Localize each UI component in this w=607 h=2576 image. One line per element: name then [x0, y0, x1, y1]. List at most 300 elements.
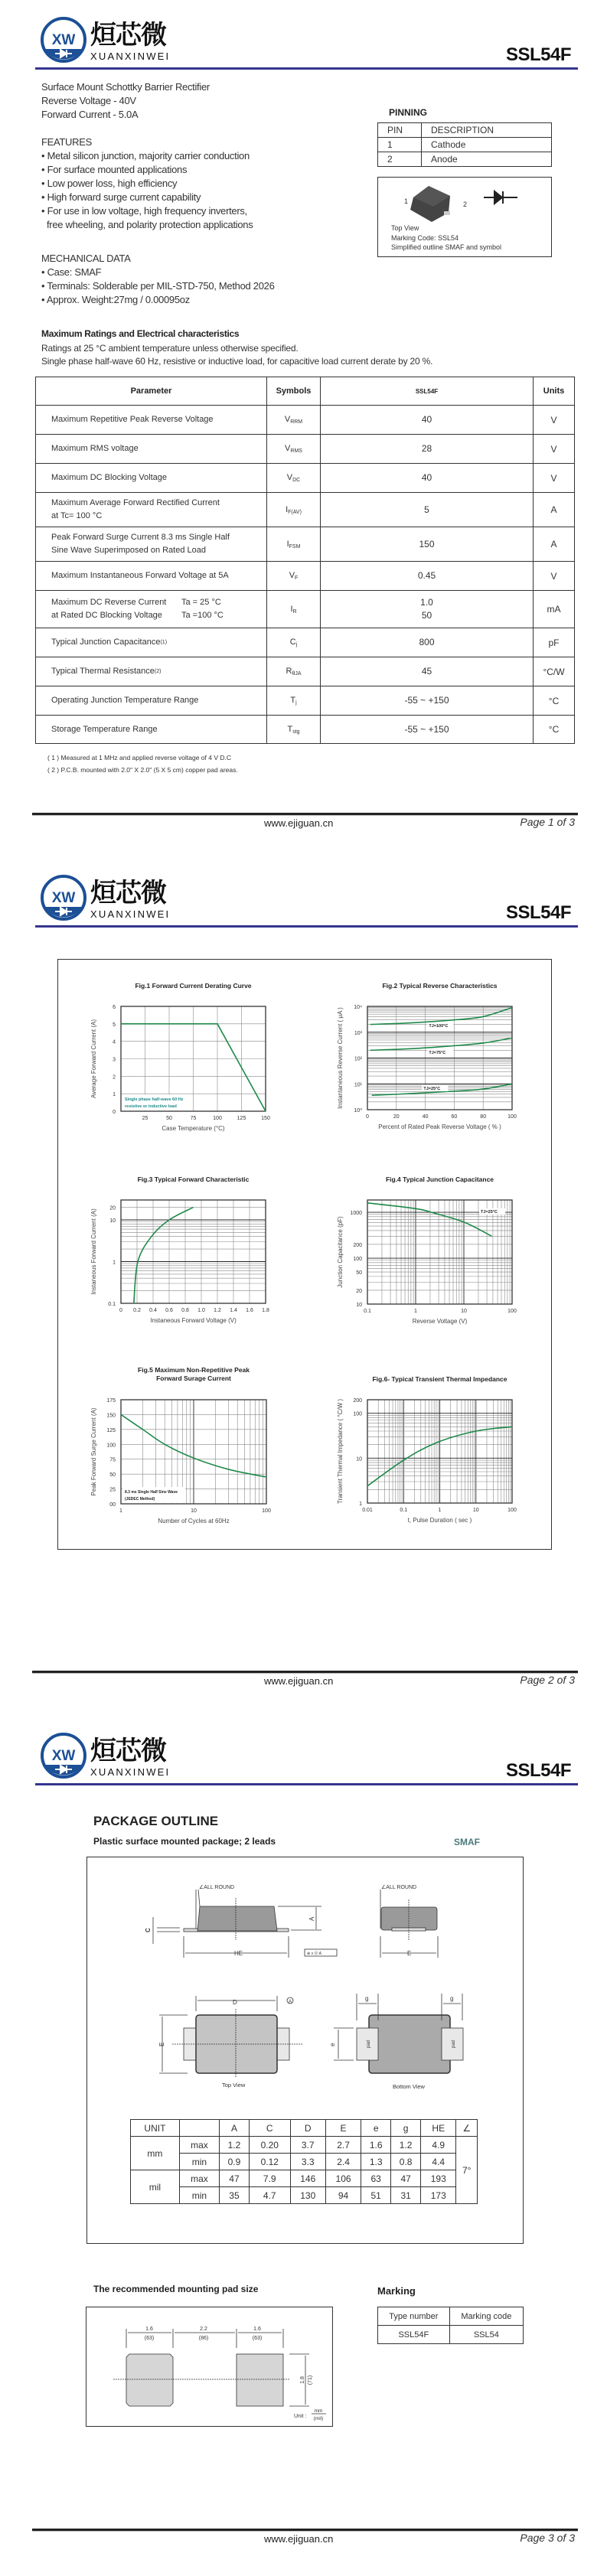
pad-dim-label: (86) — [198, 2336, 209, 2341]
part-number: SSL54F — [505, 44, 571, 65]
y-tick-label: 1 — [113, 1092, 116, 1098]
caption-line: Simplified outline SMAF and symbol — [391, 243, 502, 251]
x-tick-label: 0.6 — [165, 1308, 173, 1313]
unit-top: mm — [314, 2408, 323, 2414]
datum-label: A — [289, 2000, 292, 2004]
value-cell: 94 — [325, 2187, 361, 2204]
value-cell: 45 — [321, 657, 534, 686]
chart-title: Fig.2 Typical Reverse Characteristics — [382, 982, 498, 990]
value-cell: 3.3 — [290, 2154, 325, 2170]
value-cell: 35 — [219, 2187, 249, 2204]
x-tick-label: 1 — [119, 1508, 122, 1514]
table-row: 2 Anode — [378, 152, 552, 167]
dimensions-table — [130, 2119, 478, 2204]
y-tick-label: 20 — [109, 1205, 116, 1211]
parameter-cell: Maximum RMS voltage — [36, 435, 267, 464]
y-tick-label: 0 — [113, 1110, 116, 1115]
value-cell: 0.12 — [249, 2154, 290, 2170]
footer-rule — [32, 813, 578, 815]
feature-item: • High forward surge current capability — [41, 191, 201, 203]
unit-cell: V — [534, 464, 575, 493]
marking-title: Marking — [377, 2285, 416, 2297]
condition: Ta = 25 °C — [181, 598, 221, 607]
x-tick-label: 100 — [507, 1508, 517, 1513]
pad-dim-label: (71) — [308, 2375, 313, 2385]
parameter-cell: Peak Forward Surge Current 8.3 ms Single Half Sine Wave Superimposed on Rated Load — [36, 527, 267, 562]
x-tick-label: 0.1 — [364, 1309, 371, 1314]
table-row — [131, 2137, 478, 2154]
unit-label: Unit : — [294, 2414, 307, 2419]
x-tick-label: 100 — [507, 1309, 517, 1314]
y-tick-label: 10 — [356, 1456, 362, 1462]
package-subtitle: Plastic surface mounted package; 2 leads — [93, 1836, 276, 1847]
y-tick-label: 2 — [113, 1074, 116, 1081]
part-number: SSL54F — [505, 902, 571, 923]
chart-title: Fig.6- Typical Transient Thermal Impedance — [372, 1375, 507, 1383]
x-tick-label: 0.1 — [400, 1508, 408, 1513]
side-view-drawing — [153, 1890, 438, 1958]
table-row — [36, 527, 575, 562]
marking-table — [377, 2307, 524, 2344]
x-tick-label: 125 — [237, 1116, 246, 1121]
kind-cell: min — [179, 2187, 219, 2204]
y-tick-label: 10² — [354, 1056, 362, 1062]
table-row: 1 Cathode — [378, 138, 552, 152]
kind-cell: max — [179, 2170, 219, 2187]
svg-text:XW: XW — [51, 32, 76, 48]
footer-website[interactable]: www.ejiguan.cn — [264, 2533, 334, 2545]
value-cell: 47 — [391, 2170, 421, 2187]
x-tick-label: 25 — [142, 1116, 148, 1121]
table-row — [131, 2187, 478, 2204]
mechanical-title: MECHANICAL DATA — [41, 253, 131, 264]
parameter-cell: Maximum DC Reverse Current Ta = 25 °C at Rated DC Blocking Voltage Ta =100 °C — [36, 591, 267, 628]
y-axis-label: Junction Capacitance (pF) — [337, 1216, 344, 1288]
y-tick-label: 10¹ — [354, 1082, 362, 1088]
page-number: Page 3 of 3 — [520, 2532, 575, 2544]
unit-cell: mm — [131, 2137, 180, 2170]
characteristic-charts — [0, 858, 607, 1716]
series-label: TJ=25°C — [481, 1210, 498, 1215]
symbol-cell: $T_{stg}$ — [267, 716, 321, 744]
y-tick-label: 175 — [106, 1398, 116, 1404]
symbol-cell: $V_F$ — [267, 562, 321, 591]
y-tick-label: 10³ — [354, 1030, 362, 1036]
x-tick-label: 1 — [414, 1309, 417, 1314]
table-row — [36, 493, 575, 527]
brand-name-en: XUANXINWEI — [90, 51, 171, 62]
feature-item: free wheeling, and polarity protection applications — [47, 219, 253, 230]
brand-logo-icon — [40, 15, 87, 64]
x-tick-label: 1 — [438, 1508, 442, 1513]
value-cell: 3.7 — [290, 2137, 325, 2154]
x-tick-label: 20 — [393, 1114, 400, 1120]
pad-dim-label: (63) — [144, 2336, 155, 2341]
x-tick-label: 1.6 — [246, 1308, 253, 1313]
y-tick-label: 125 — [106, 1427, 116, 1433]
ratings-note: Single phase half-wave 60 Hz, resistive or inductive load, for capacitive load current derate by 20 %. — [41, 356, 433, 367]
y-tick-label: 50 — [109, 1472, 116, 1479]
top-view-drawing — [159, 1994, 463, 2078]
dim-label: E — [158, 2042, 165, 2046]
unit-cell: mil — [131, 2170, 180, 2204]
series-line — [370, 1008, 512, 1025]
y-tick-label: 10 — [109, 1218, 116, 1224]
svg-text:1: 1 — [404, 197, 409, 205]
chart-title: Fig.5 Maximum Non-Repetitive Peak — [138, 1366, 250, 1374]
x-tick-label: 0.4 — [149, 1308, 157, 1313]
pad-dim-label: 1.6 — [145, 2327, 153, 2332]
all-round-label: ∠ALL ROUND — [381, 1885, 417, 1890]
dim-label: g — [450, 1995, 454, 2002]
feature-item: • For surface mounted applications — [41, 164, 188, 175]
brand-name-cn: 烜芯微 — [90, 20, 166, 51]
chart-title: Forward Surage Current — [156, 1374, 231, 1382]
value-cell: 2.4 — [325, 2154, 361, 2170]
x-axis-label: Case Temperature (°C) — [162, 1125, 225, 1132]
unit-cell: pF — [534, 628, 575, 657]
x-tick-label: 0 — [119, 1308, 122, 1313]
y-axis-label: Average Forward Current (A) — [90, 1019, 97, 1098]
y-tick-label: 6 — [113, 1005, 116, 1010]
feature-item: • Metal silicon junction, majority carrier conduction — [41, 150, 250, 161]
chart-title: Fig.1 Forward Current Derating Curve — [135, 982, 252, 990]
value-cell: 0.20 — [249, 2137, 290, 2154]
x-tick-label: 1.4 — [230, 1308, 237, 1313]
mounting-title: The recommended mounting pad size — [93, 2284, 259, 2294]
parameter-cell: Operating Junction Temperature Range — [36, 686, 267, 716]
value-cell: 193 — [421, 2170, 456, 2187]
ratings-table — [35, 377, 575, 744]
table-row — [131, 2154, 478, 2170]
value-cell: 106 — [325, 2170, 361, 2187]
table-row — [131, 2170, 478, 2187]
table-row — [36, 464, 575, 493]
dim-label: D — [233, 1999, 237, 2006]
parameter-cell: Maximum Average Forward Rectified Current at Tc= 100 °C — [36, 493, 267, 527]
angle-cell: 7° — [456, 2137, 478, 2204]
intro-line: Forward Current - 5.0A — [41, 109, 139, 120]
y-tick-label: 3 — [113, 1057, 116, 1063]
x-tick-label: 1.2 — [214, 1308, 221, 1313]
value-cell: 0.45 — [321, 562, 534, 591]
table-row — [36, 686, 575, 716]
x-tick-label: 1.0 — [197, 1308, 205, 1313]
parameter-cell: Maximum Instantaneous Forward Voltage at 5A — [36, 562, 267, 591]
svg-text:XW: XW — [51, 1748, 76, 1764]
footnote: ( 1 ) Measured at 1 MHz and applied reverse voltage of 4 V D.C — [47, 754, 232, 761]
table-row — [36, 562, 575, 591]
x-tick-label: 75 — [190, 1116, 197, 1121]
value-cell: 2.7 — [325, 2137, 361, 2154]
pad-dim-label: 2.2 — [200, 2327, 207, 2332]
gdt-label: ⊕ v Ⓜ A — [307, 1952, 321, 1956]
pad-label: pad — [452, 2040, 456, 2048]
package-title: PACKAGE OUTLINE — [93, 1814, 219, 1828]
dim-label: A — [308, 1916, 315, 1921]
unit-cell: V — [534, 562, 575, 591]
unit-cell: A — [534, 493, 575, 527]
feature-item: • Low power loss, high efficiency — [41, 178, 178, 189]
table-row — [36, 406, 575, 435]
pad-label: pad — [367, 2040, 371, 2048]
value-cell: 4.4 — [421, 2154, 456, 2170]
value-cell: 4.7 — [249, 2187, 290, 2204]
unit-bottom: (mil) — [313, 2416, 324, 2421]
table-row: PIN DESCRIPTION — [378, 123, 552, 138]
header-cell: D — [290, 2120, 325, 2137]
y-axis-label: Instaneous Forward Current (A) — [90, 1208, 97, 1295]
x-tick-label: 100 — [213, 1116, 222, 1121]
header-cell: C — [249, 2120, 290, 2137]
value-cell: 28 — [321, 435, 534, 464]
table-row — [36, 628, 575, 657]
dim-label: e — [329, 2043, 336, 2046]
brand-name-en: XUANXINWEI — [90, 908, 171, 920]
y-tick-label: 10⁰ — [354, 1108, 362, 1114]
plot-area — [367, 1200, 512, 1304]
package-name: SMAF — [454, 1837, 480, 1847]
value-cell: 146 — [290, 2170, 325, 2187]
chart-title: Fig.4 Typical Junction Capacitance — [385, 1176, 494, 1183]
parameter-cell: Maximum DC Blocking Voltage — [36, 464, 267, 493]
condition: Ta =100 °C — [181, 611, 224, 620]
x-tick-label: 0.01 — [362, 1508, 373, 1513]
intro-line: Surface Mount Schottky Barrier Rectifier — [41, 81, 210, 93]
dim-label: HE — [234, 1950, 243, 1957]
value-cell: 1.3 — [361, 2154, 391, 2170]
value-cell: 51 — [361, 2187, 391, 2204]
intro-line: Reverse Voltage - 40V — [41, 95, 136, 106]
series-label: TJ=75°C — [429, 1051, 446, 1055]
y-tick-label: 200 — [353, 1398, 362, 1404]
svg-text:XW: XW — [51, 890, 76, 906]
chart-annotation: (JEDEC Method) — [125, 1497, 155, 1502]
caption-line: Top View — [391, 224, 419, 232]
table-row — [36, 435, 575, 464]
y-tick-label: 150 — [106, 1413, 116, 1419]
y-tick-label: 20 — [356, 1288, 362, 1294]
series-label: TJ=100°C — [429, 1024, 449, 1029]
x-tick-label: 10 — [191, 1508, 197, 1514]
x-axis-label: Number of Cycles at 60Hz — [158, 1518, 230, 1524]
value-cell: 4.9 — [421, 2137, 456, 2154]
table-row — [36, 657, 575, 686]
top-view-label: Top View — [222, 2082, 246, 2089]
y-tick-label: 1 — [359, 1502, 362, 1507]
dim-label: g — [365, 1995, 369, 2002]
x-tick-label: 100 — [262, 1508, 271, 1514]
unit-cell: °C — [534, 686, 575, 716]
x-tick-label: 100 — [507, 1114, 517, 1120]
symbol-cell: $R_{\theta JA}$ — [267, 657, 321, 686]
mechanical-item: • Terminals: Solderable per MIL-STD-750, Method 2026 — [41, 280, 275, 292]
header-cell: HE — [421, 2120, 456, 2137]
y-tick-label: 1000 — [350, 1211, 362, 1217]
footnote: ( 2 ) P.C.B. mounted with 2.0" X 2.0" (5 X 5 cm) copper pad areas. — [47, 766, 238, 774]
symbol-cell: $C_j$ — [267, 628, 321, 657]
x-tick-label: 0.8 — [181, 1308, 189, 1313]
x-tick-label: 0 — [366, 1114, 369, 1120]
header-cell: E — [325, 2120, 361, 2137]
x-tick-label: 150 — [261, 1116, 270, 1121]
y-tick-label: 100 — [106, 1443, 116, 1449]
chart-title: Fig.3 Typical Forward Characteristic — [137, 1176, 250, 1183]
mechanical-item: • Approx. Weight:27mg / 0.00095oz — [41, 294, 190, 305]
y-axis-label: Peak Forward Surge Current (A) — [90, 1407, 97, 1496]
symbol-cell: $V_{DC}$ — [267, 464, 321, 493]
package-image-icon — [378, 178, 551, 223]
x-tick-label: 0.2 — [133, 1308, 141, 1313]
y-tick-label: 10 — [356, 1303, 362, 1308]
footer-website[interactable]: www.ejiguan.cn — [264, 1675, 334, 1687]
value-cell: 40 — [321, 464, 534, 493]
value-cell: 31 — [391, 2187, 421, 2204]
value-cell: -55 ~ +150 — [321, 686, 534, 716]
y-tick-label: 100 — [353, 1411, 362, 1417]
y-tick-label: 25 — [109, 1487, 116, 1493]
y-tick-label: 4 — [113, 1039, 116, 1045]
y-tick-label: 0.1 — [108, 1302, 116, 1307]
x-tick-label: 50 — [166, 1116, 172, 1121]
x-axis-label: Instaneous Forward Voltage (V) — [150, 1317, 237, 1324]
chart-annotation: resistive or inductive load — [125, 1104, 177, 1109]
header-cell: e — [361, 2120, 391, 2137]
header-cell: ∠ — [456, 2120, 478, 2137]
x-axis-label: Reverse Voltage (V) — [412, 1318, 468, 1325]
series-label: TJ=25°C — [423, 1087, 441, 1091]
feature-item: • For use in low voltage, high frequency inverters, — [41, 205, 247, 217]
ratings-title: Maximum Ratings and Electrical characteristics — [41, 328, 240, 339]
value-cell: 0.8 — [391, 2154, 421, 2170]
outline-box — [377, 177, 552, 257]
table-header-row: Parameter Symbols SSL54F Units — [36, 377, 575, 406]
x-tick-label: 80 — [480, 1114, 487, 1120]
unit-cell: A — [534, 527, 575, 562]
symbol-cell: $V_{RMS}$ — [267, 435, 321, 464]
header-cell — [179, 2120, 219, 2137]
dim-label: C — [145, 1928, 152, 1932]
value-cell: 150 — [321, 527, 534, 562]
table-row — [36, 591, 575, 628]
chart-annotation: Single phase half-wave 60 Hz — [125, 1097, 184, 1102]
footer-website[interactable]: www.ejiguan.cn — [264, 817, 334, 829]
pad-dim-label: (63) — [252, 2336, 263, 2341]
x-tick-label: 40 — [422, 1114, 429, 1120]
parameter-cell: Typical Junction Capacitance (1) — [36, 628, 267, 657]
value-cell: 0.9 — [219, 2154, 249, 2170]
pinning-table — [377, 122, 552, 167]
page-number: Page 2 of 3 — [520, 1674, 575, 1686]
header-cell: g — [391, 2120, 421, 2137]
table-row: SSL54F SSL54 — [378, 2326, 524, 2344]
header-rule — [35, 67, 578, 70]
plot-area — [121, 1200, 266, 1303]
table-header-row: Type number Marking code — [378, 2307, 524, 2326]
intro — [41, 80, 275, 307]
features-title: FEATURES — [41, 136, 92, 148]
value-cell: 47 — [219, 2170, 249, 2187]
x-tick-label: 60 — [451, 1114, 458, 1120]
parameter-cell: Storage Temperature Range — [36, 716, 267, 744]
all-round-label: ∠ALL ROUND — [199, 1885, 235, 1890]
symbol-cell: $I_{F(AV)}$ — [267, 493, 321, 527]
y-tick-label: 100 — [353, 1257, 362, 1263]
brand-name-cn: 烜芯微 — [90, 878, 166, 908]
pinning-title: PINNING — [389, 107, 428, 118]
header-cell: A — [219, 2120, 249, 2137]
symbol-cell: $T_j$ — [267, 686, 321, 716]
symbol-cell: $I_R$ — [267, 591, 321, 628]
y-tick-label: 1 — [113, 1260, 116, 1266]
symbol-cell: $I_{FSM}$ — [267, 527, 321, 562]
y-tick-label: 200 — [353, 1242, 362, 1248]
value-cell: 173 — [421, 2187, 456, 2204]
value-cell: 130 — [290, 2187, 325, 2204]
value-cell: -55 ~ +150 — [321, 716, 534, 744]
value-cell: 63 — [361, 2170, 391, 2187]
svg-text:2: 2 — [463, 201, 468, 208]
unit-cell: °C/W — [534, 657, 575, 686]
pad-dim-label: 1.6 — [253, 2327, 261, 2332]
ratings-note: Ratings at 25 °C ambient temperature unless otherwise specified. — [41, 343, 299, 354]
x-tick-label: 10 — [472, 1508, 479, 1513]
part-number: SSL54F — [505, 1760, 571, 1781]
y-axis-label: Transient Thermal Impedance ( °C/W ) — [337, 1398, 344, 1505]
mechanical-item: • Case: SMAF — [41, 266, 102, 278]
chart-annotation: 8.3 ms Single Half Sine Wave — [125, 1490, 178, 1495]
table-header-row — [131, 2120, 478, 2137]
mounting-pad-box — [86, 2307, 333, 2427]
unit-cell: mA — [534, 591, 575, 628]
value-cell: 1.6 — [361, 2137, 391, 2154]
parameter-cell: Maximum Repetitive Peak Reverse Voltage — [36, 406, 267, 435]
brand-name-en: XUANXINWEI — [90, 1766, 171, 1778]
page-number: Page 1 of 3 — [520, 816, 575, 828]
dim-label: E — [407, 1950, 412, 1957]
x-tick-label: 10 — [461, 1309, 467, 1314]
y-axis-label: Instantaneous Reverse Current ( μA ) — [337, 1007, 344, 1109]
value-cell: 1.0 50 — [321, 591, 534, 628]
x-axis-label: t, Pulse Duration ( sec ) — [407, 1517, 472, 1524]
x-axis-label: Percent of Rated Peak Reverse Voltage ( % ) — [378, 1123, 501, 1130]
parameter-cell: Typical Thermal Resistance (2) — [36, 657, 267, 686]
y-tick-label: 5 — [113, 1022, 116, 1028]
y-tick-label: 00 — [109, 1502, 116, 1508]
value-cell: 1.2 — [219, 2137, 249, 2154]
value-cell: 7.9 — [249, 2170, 290, 2187]
pad-dim-label: 1.8 — [300, 2376, 305, 2384]
y-tick-label: 10⁴ — [354, 1005, 362, 1010]
x-tick-label: 1.8 — [262, 1308, 269, 1313]
value-cell: 40 — [321, 406, 534, 435]
unit-cell: V — [534, 406, 575, 435]
header-cell: UNIT — [131, 2120, 180, 2137]
value-cell: 5 — [321, 493, 534, 527]
table-row — [36, 716, 575, 744]
unit-cell: °C — [534, 716, 575, 744]
unit-cell: V — [534, 435, 575, 464]
kind-cell: max — [179, 2137, 219, 2154]
y-tick-label: 50 — [356, 1270, 362, 1277]
value-cell: 800 — [321, 628, 534, 657]
caption-line: Marking Code: SSL54 — [391, 233, 459, 242]
symbol-cell: $V_{RRM}$ — [267, 406, 321, 435]
value-cell: 1.2 — [391, 2137, 421, 2154]
kind-cell: min — [179, 2154, 219, 2170]
y-tick-label: 75 — [109, 1457, 116, 1463]
bottom-view-label: Bottom View — [393, 2083, 425, 2090]
